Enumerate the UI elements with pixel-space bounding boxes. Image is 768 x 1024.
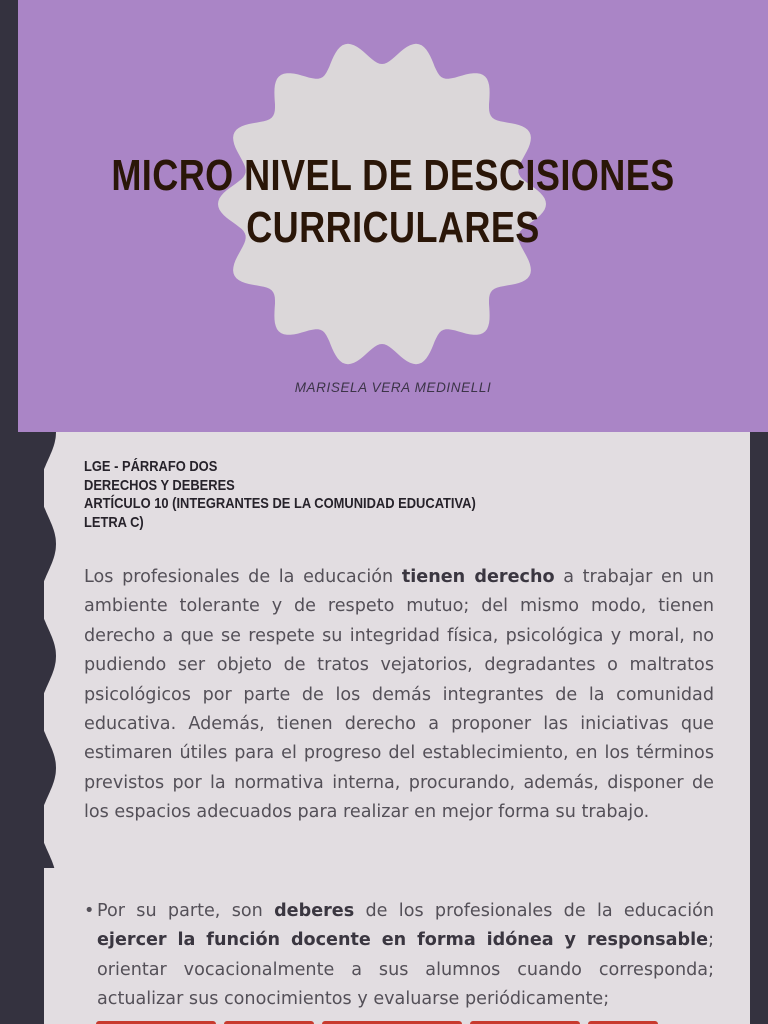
law-reference-header: [84, 458, 476, 532]
bullet-text: ; orientar vocacionalmente a sus alumnos cuando corresponda; actualizar sus conocimientos y evaluarse periódicamente;: [97, 930, 714, 1010]
rights-paragraph: [84, 563, 714, 828]
paragraph-text: Los profesionales de la educación: [84, 567, 402, 587]
bullet-icon: •: [84, 901, 95, 921]
cut-off-red-text: [96, 1016, 696, 1024]
presentation-title: MICRO NIVEL DE DESCISIONES CURRICULARES: [111, 151, 675, 252]
paragraph-text: a trabajar en un ambiente tolerante y de respeto mutuo; del mismo modo, tienen derecho a que se respete su integridad física, psicológica y moral, no pudiendo ser objeto de tratos vejatorios, degradantes o maltratos psicológicos por parte de los demás integrantes de la comunidad educativa. Además, tienen derecho a proponer las iniciativas que estimaren útiles para el progreso del establecimiento, en los términos previstos por la normativa interna, procurando, además, disponer de los espacios adecuados para realizar en mejor forma su trabajo.: [84, 567, 714, 823]
bullet-text: de los profesionales de la educación: [354, 901, 714, 921]
header-line: LGE - PÁRRAFO DOS: [84, 458, 218, 475]
header-line: LETRA C): [84, 513, 144, 531]
paragraph-bold-text: tienen derecho: [401, 567, 555, 587]
duties-bullet: [84, 897, 714, 1015]
header-line: ARTÍCULO 10 (INTEGRANTES DE LA COMUNIDAD EDUCATIVA): [84, 495, 476, 512]
bullet-bold-text: ejercer la función docente en forma idónea y responsable: [97, 930, 709, 951]
header-line: DERECHOS Y DEBERES: [84, 476, 235, 494]
author-name: MARISELA VERA MEDINELLI: [294, 380, 492, 395]
bullet-text: Por su parte, son: [97, 901, 275, 921]
bullet-bold-text: deberes: [274, 901, 355, 921]
